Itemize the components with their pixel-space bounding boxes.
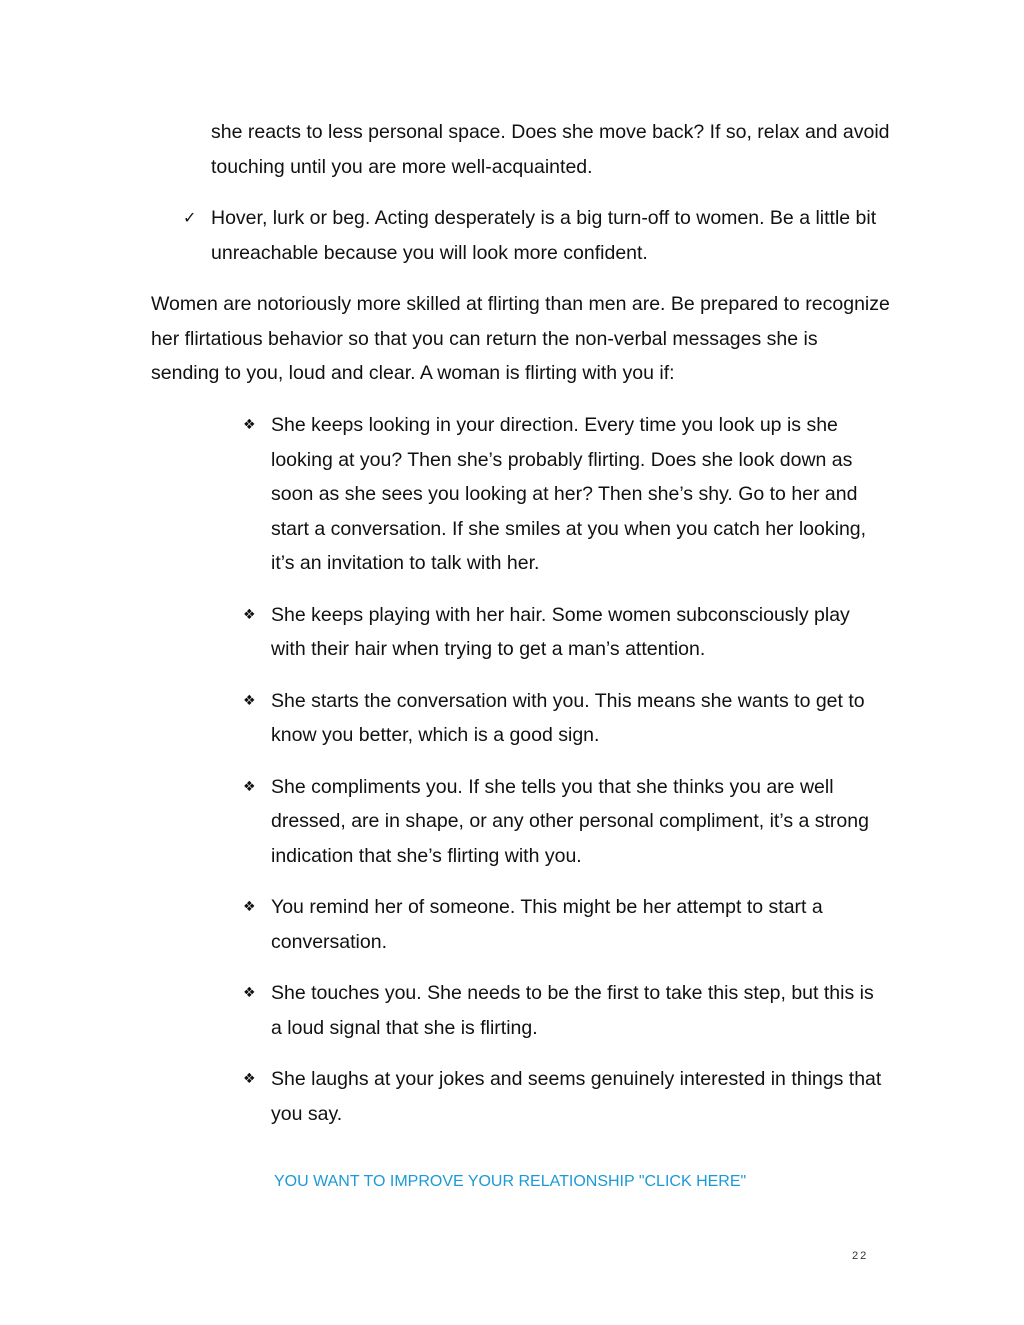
diamond-bullet-icon: ❖ (243, 899, 256, 916)
list-item (243, 598, 883, 667)
list-item (243, 976, 883, 1045)
page-number: 22 (852, 1250, 869, 1262)
intro-paragraph: Women are notoriously more skilled at flirting than men are. Be prepared to recognize her flirtatious behavior so that you can return the non-verbal messages she is sending to you, loud and clear. A woman is flirting with you if: (151, 293, 890, 385)
list-item-text: She laughs at your jokes and seems genuinely interested in things that you say. (271, 1068, 882, 1125)
list-item-text: She touches you. She needs to be the first to take this step, but this is a loud signal that she is flirting. (271, 982, 874, 1039)
diamond-bullet-icon: ❖ (243, 692, 256, 709)
flirting-signs-list (243, 408, 883, 1148)
list-item (243, 890, 883, 959)
diamond-bullet-icon: ❖ (243, 606, 256, 623)
diamond-bullet-icon: ❖ (243, 778, 256, 795)
list-item-text: She keeps looking in your direction. Every time you look up is she looking at you? Then she’s probably flirting. Does she look down as soon as she sees you looking at her? Then she’s shy. Go to her and start a conversation. If she smiles at you when you catch her looking, it’s an invitation to talk with her. (271, 414, 867, 575)
diamond-bullet-icon: ❖ (243, 985, 256, 1002)
list-item (243, 408, 883, 581)
diamond-bullet-icon: ❖ (243, 417, 256, 433)
check-item-text: Hover, lurk or beg. Acting desperately is a big turn-off to women. Be a little bit unreachable because you will look more confident. (211, 207, 877, 264)
continuation-paragraph: she reacts to less personal space. Does she move back? If so, relax and avoid touching until you are more well-acquainted. (211, 121, 890, 178)
list-item-text: She keeps playing with her hair. Some women subconsciously play with their hair when trying to get a man’s attention. (271, 603, 850, 661)
list-item-text: She starts the conversation with you. This means she wants to get to know you better, which is a good sign. (271, 689, 865, 747)
list-item (243, 1062, 883, 1131)
list-item-text: She compliments you. If she tells you that she thinks you are well dressed, are in shape, or any other personal compliment, it’s a strong indication that she’s flirting with you. (271, 775, 869, 867)
list-item-text: You remind her of someone. This might be her attempt to start a conversation. (271, 896, 823, 953)
improve-relationship-link[interactable]: YOU WANT TO IMPROVE YOUR RELATIONSHIP "CLICK HERE" (274, 1173, 747, 1190)
check-icon: ✓ (183, 208, 197, 227)
list-item (243, 684, 883, 753)
list-item (243, 770, 883, 874)
diamond-bullet-icon: ❖ (243, 1071, 256, 1088)
